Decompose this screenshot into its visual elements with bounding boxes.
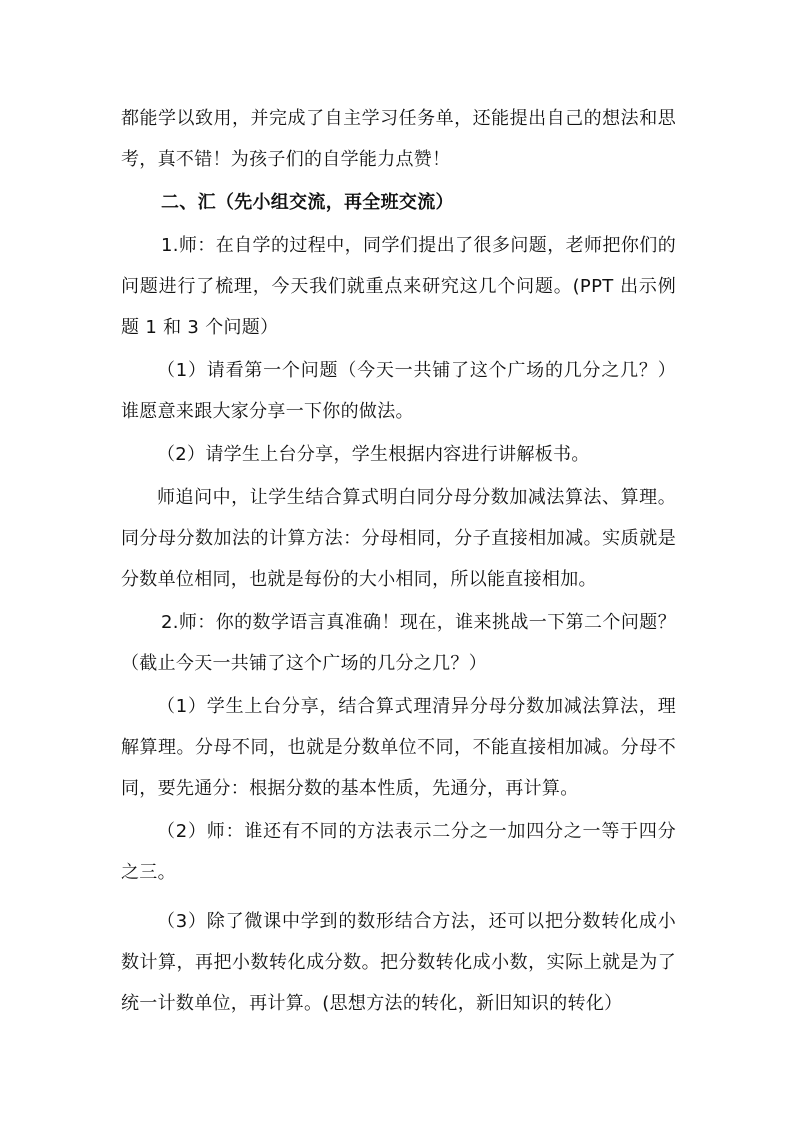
paragraph-step-2: 2.师：你的数学语言真准确！现在，谁来挑战一下第二个问题？（截止今天一共铺了这个广场的几分之几？）	[121, 612, 676, 674]
paragraph-step-1: 1.师：在自学的过程中，同学们提出了很多问题，老师把你们的问题进行了梳理，今天我们就重点来研究这几个问题。(PPT 出示例题 1 和 3 个问题）	[121, 235, 676, 338]
paragraph-other-methods: （2）师：谁还有不同的方法表示二分之一加四分之一等于四分之三。	[121, 821, 676, 883]
paragraph-teacher-follow-up: 师追问中，让学生结合算式明白同分母分数加减法算法、算理。同分母分数加法的计算方法：分母相同，分子直接相加减。实质就是分数单位相同，也就是每份的大小相同，所以能直接相加。	[121, 487, 676, 590]
paragraph-different-denominators: （1）学生上台分享，结合算式理清异分母分数加减法算法，理解算理。分母不同，也就是分数单位不同，不能直接相加减。分母不同，要先通分：根据分数的基本性质，先通分，再计算。	[121, 696, 676, 799]
document-body	[121, 98, 676, 1024]
paragraph-student-share: （2）请学生上台分享，学生根据内容进行讲解板书。	[157, 444, 590, 465]
paragraph-decimal-conversion: （3）除了微课中学到的数形结合方法，还可以把分数转化成小数计算，再把小数转化成分数。把分数转化成小数，实际上就是为了统一计数单位，再计算。(思想方法的转化，新旧知识的转化）	[121, 911, 676, 1014]
paragraph-continuation: 都能学以致用，并完成了自主学习任务单，还能提出自己的想法和思考，真不错！为孩子们的自学能力点赞！	[121, 108, 676, 170]
paragraph-question-1: （1）请看第一个问题（今天一共铺了这个广场的几分之几？）谁愿意来跟大家分享一下你的做法。	[121, 360, 676, 422]
section-heading-hui: 二、汇（先小组交流，再全班交流）	[161, 192, 454, 213]
